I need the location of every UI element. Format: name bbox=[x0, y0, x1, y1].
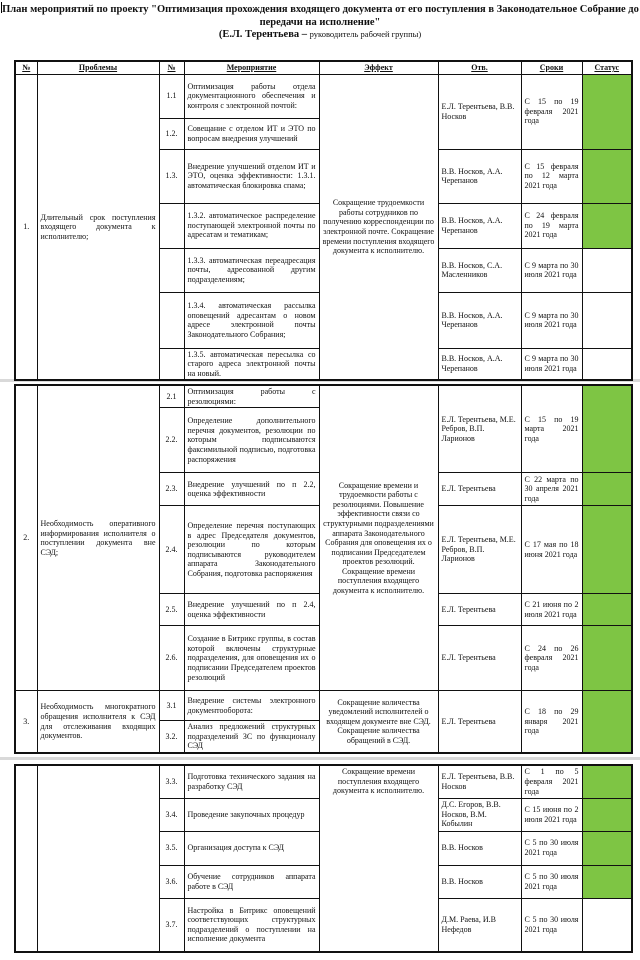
action-number bbox=[159, 348, 184, 380]
responsible-persons: В.В. Носков, А.А. Черепанов bbox=[438, 348, 521, 380]
action-text: Определение перечня поступающих в адрес Председателя документов, резолюции по которым подписываются руководителем аппарата Законодательного Собрания, подготовка распоряжения bbox=[184, 506, 319, 594]
status-indicator bbox=[582, 691, 632, 753]
responsible-persons: Е.Л. Терентьева, М.Е. Ребров, В.П. Ларионов bbox=[438, 385, 521, 473]
action-text: Настройка в Битрикс оповещений соответствующих структурных подразделений о поступлении на исполнение документа bbox=[184, 898, 319, 952]
action-number bbox=[159, 248, 184, 292]
deadline: С 21 июня по 2 июля 2021 года bbox=[521, 594, 582, 626]
action-text: 1.3.2. автоматическое распределение поступающей электронной почты по адресатам и тематикам; bbox=[184, 203, 319, 248]
responsible-persons: Е.Л. Терентьева bbox=[438, 691, 521, 753]
deadline: С 5 по 30 июля 2021 года bbox=[521, 831, 582, 865]
deadline: С 15 февраля по 12 марта 2021 года bbox=[521, 149, 582, 203]
deadline: С 9 марта по 30 июля 2021 года bbox=[521, 292, 582, 348]
responsible-persons: Е.Л. Терентьева, В.В. Носков bbox=[438, 74, 521, 149]
status-indicator bbox=[582, 348, 632, 380]
column-header-num: № bbox=[15, 61, 37, 74]
action-number bbox=[159, 292, 184, 348]
action-number: 3.6. bbox=[159, 865, 184, 898]
problem-number bbox=[15, 765, 37, 952]
problem-number: 3. bbox=[15, 691, 37, 753]
column-header-dates: Сроки bbox=[521, 61, 582, 74]
deadline: С 15 по 19 марта 2021 года bbox=[521, 385, 582, 473]
responsible-persons: Д.М. Раева, И.В Нефедов bbox=[438, 898, 521, 952]
action-number: 3.7. bbox=[159, 898, 184, 952]
status-indicator bbox=[582, 898, 632, 952]
column-header-action: Мероприятие bbox=[184, 61, 319, 74]
action-number: 2.1 bbox=[159, 385, 184, 408]
action-text: 1.3.3. автоматическая переадресация почты, адресованной другим подразделениям; bbox=[184, 248, 319, 292]
effect-text: Сокращение трудоемкости работы сотрудников по получению корреспонденции по электронной почте. Сокращение времени поступления входящего документа к исполнителю. bbox=[319, 74, 438, 380]
action-number: 1.1 bbox=[159, 74, 184, 118]
action-number: 1.3. bbox=[159, 149, 184, 203]
table-row bbox=[15, 385, 632, 408]
problem-text: Необходимость оперативного информирования исполнителя о поступлении документа вне СЭД; bbox=[37, 385, 159, 691]
action-number: 2.6. bbox=[159, 626, 184, 691]
deadline: С 15 июня по 2 июля 2021 года bbox=[521, 798, 582, 831]
action-number bbox=[159, 203, 184, 248]
problem-text bbox=[37, 765, 159, 952]
action-text: Внедрение улучшений по п 2.4, оценка эффективности bbox=[184, 594, 319, 626]
column-header-action-num: № bbox=[159, 61, 184, 74]
action-text: Внедрение улучшений по п 2.2, оценка эффективности bbox=[184, 473, 319, 506]
status-indicator bbox=[582, 292, 632, 348]
status-indicator bbox=[582, 473, 632, 506]
responsible-persons: Е.Л. Терентьева bbox=[438, 626, 521, 691]
deadline: С 5 по 30 июля 2021 года bbox=[521, 865, 582, 898]
deadline: С 24 по 26 февраля 2021 года bbox=[521, 626, 582, 691]
action-text: Организация доступа к СЭД bbox=[184, 831, 319, 865]
status-indicator bbox=[582, 626, 632, 691]
deadline: С 5 по 30 июля 2021 года bbox=[521, 898, 582, 952]
action-text: Проведение закупочных процедур bbox=[184, 798, 319, 831]
action-text: Подготовка технического задания на разработку СЭД bbox=[184, 765, 319, 798]
action-number: 2.5. bbox=[159, 594, 184, 626]
action-number: 2.4. bbox=[159, 506, 184, 594]
action-number: 3.4. bbox=[159, 798, 184, 831]
action-text: Определение дополнительного перечня документов, резолюции по которым подписываются факсимильной подписью, подготовка распоряжения bbox=[184, 408, 319, 473]
status-indicator bbox=[582, 203, 632, 248]
problem-text: Длительный срок поступления входящего документа к исполнителю; bbox=[37, 74, 159, 380]
action-text: Совещание с отделом ИТ и ЭТО по вопросам внедрения улучшений bbox=[184, 118, 319, 149]
effect-text: Сокращение времени поступления входящего документа к исполнителю. bbox=[319, 765, 438, 952]
status-indicator bbox=[582, 248, 632, 292]
action-number: 1.2. bbox=[159, 118, 184, 149]
action-text: Создание в Битрикс группы, в состав которой включены структурные подразделения, для оповещения их о подписании Председателем проектов резолюций bbox=[184, 626, 319, 691]
responsible-persons: В.В. Носков, С.А. Масленников bbox=[438, 248, 521, 292]
action-text: Оптимизация работы с резолюциями: bbox=[184, 385, 319, 408]
page-break bbox=[0, 757, 640, 760]
deadline: С 15 по 19 февраля 2021 года bbox=[521, 74, 582, 149]
document-title-text: План мероприятий по проекту "Оптимизация прохождения входящего документа от его поступления в Законодательное Собрание до передачи на исполнение" bbox=[2, 4, 639, 28]
status-indicator bbox=[582, 74, 632, 149]
status-indicator bbox=[582, 765, 632, 798]
responsible-persons: Е.Л. Терентьева bbox=[438, 594, 521, 626]
responsible-persons: Д.С. Егоров, В.В. Носков, В.М. Кобылин bbox=[438, 798, 521, 831]
action-text: 1.3.5. автоматическая пересылка со старого адреса электронной почты на новый. bbox=[184, 348, 319, 380]
plan-table-page-2 bbox=[14, 384, 633, 754]
deadline: С 18 по 29 января 2021 года bbox=[521, 691, 582, 753]
table-row bbox=[15, 691, 632, 721]
deadline: С 1 по 5 февраля 2021 года bbox=[521, 765, 582, 798]
action-text: Внедрение системы электронного документооборота: bbox=[184, 691, 319, 721]
action-text: Внедрение улучшений отделом ИТ и ЭТО, оценка эффективности: 1.3.1. автоматическая блокировка спама; bbox=[184, 149, 319, 203]
status-indicator bbox=[582, 506, 632, 594]
column-header-status: Статус bbox=[582, 61, 632, 74]
plan-table-page-1 bbox=[14, 60, 633, 381]
status-indicator bbox=[582, 831, 632, 865]
deadline: С 24 февраля по 19 марта 2021 года bbox=[521, 203, 582, 248]
problem-text: Необходимость многократного обращения исполнителя к СЭД для отслеживания входящих документов. bbox=[37, 691, 159, 753]
action-number: 2.2. bbox=[159, 408, 184, 473]
action-number: 3.1 bbox=[159, 691, 184, 721]
document-subtitle bbox=[0, 29, 640, 40]
responsible-persons: В.В. Носков, А.А. Черепанов bbox=[438, 292, 521, 348]
action-text: Оптимизация работы отдела документационного обеспечения и контроля с электронной почтой: bbox=[184, 74, 319, 118]
table-row bbox=[15, 74, 632, 118]
problem-number: 1. bbox=[15, 74, 37, 380]
table-row bbox=[15, 765, 632, 798]
responsible-persons: В.В. Носков bbox=[438, 865, 521, 898]
subtitle-role: руководитель рабочей группы) bbox=[309, 29, 422, 39]
deadline: С 22 марта по 30 апреля 2021 года bbox=[521, 473, 582, 506]
column-header-problems: Проблемы bbox=[37, 61, 159, 74]
table-header-row bbox=[15, 61, 632, 74]
effect-text: Сокращение времени и трудоемкости работы с резолюциями. Повышение эффективности связи со структурными подразделениями аппарата Законодательного Собрания для оповещения их о подписании Председателем проектов резолюций. Сокращение времени поступления входящего документа к исполнителю. bbox=[319, 385, 438, 691]
document-title bbox=[0, 2, 640, 29]
status-indicator bbox=[582, 798, 632, 831]
status-indicator bbox=[582, 865, 632, 898]
action-number: 3.5. bbox=[159, 831, 184, 865]
problem-number: 2. bbox=[15, 385, 37, 691]
effect-text: Сокращение количества уведомлений исполнителей о входящем документе вне СЭД. Сокращение количества обращений в СЭД. bbox=[319, 691, 438, 753]
column-header-effect: Эффект bbox=[319, 61, 438, 74]
action-text: 1.3.4. автоматическая рассылка оповещений адресантам о новом адресе электронной почты Законодательного Собрания; bbox=[184, 292, 319, 348]
subtitle-name: (Е.Л. Терентьева – bbox=[218, 29, 310, 40]
status-indicator bbox=[582, 594, 632, 626]
deadline: С 9 марта по 30 июля 2021 года bbox=[521, 248, 582, 292]
action-number: 2.3. bbox=[159, 473, 184, 506]
action-text: Обучение сотрудников аппарата работе в СЭД bbox=[184, 865, 319, 898]
status-indicator bbox=[582, 149, 632, 203]
responsible-persons: Е.Л. Терентьева, В.В. Носков bbox=[438, 765, 521, 798]
action-number: 3.2. bbox=[159, 721, 184, 753]
deadline: С 9 марта по 30 июля 2021 года bbox=[521, 348, 582, 380]
deadline: С 17 мая по 18 июня 2021 года bbox=[521, 506, 582, 594]
responsible-persons: В.В. Носков, А.А. Черепанов bbox=[438, 203, 521, 248]
responsible-persons: В.В. Носков bbox=[438, 831, 521, 865]
responsible-persons: Е.Л. Терентьева, М.Е. Ребров, В.П. Ларионов bbox=[438, 506, 521, 594]
responsible-persons: В.В. Носков, А.А. Черепанов bbox=[438, 149, 521, 203]
status-indicator bbox=[582, 385, 632, 473]
plan-table-page-3 bbox=[14, 764, 633, 953]
responsible-persons: Е.Л. Терентьева bbox=[438, 473, 521, 506]
column-header-responsible: Отв. bbox=[438, 61, 521, 74]
action-text: Анализ предложений структурных подразделений ЗС по функционалу СЭД bbox=[184, 721, 319, 753]
action-number: 3.3. bbox=[159, 765, 184, 798]
